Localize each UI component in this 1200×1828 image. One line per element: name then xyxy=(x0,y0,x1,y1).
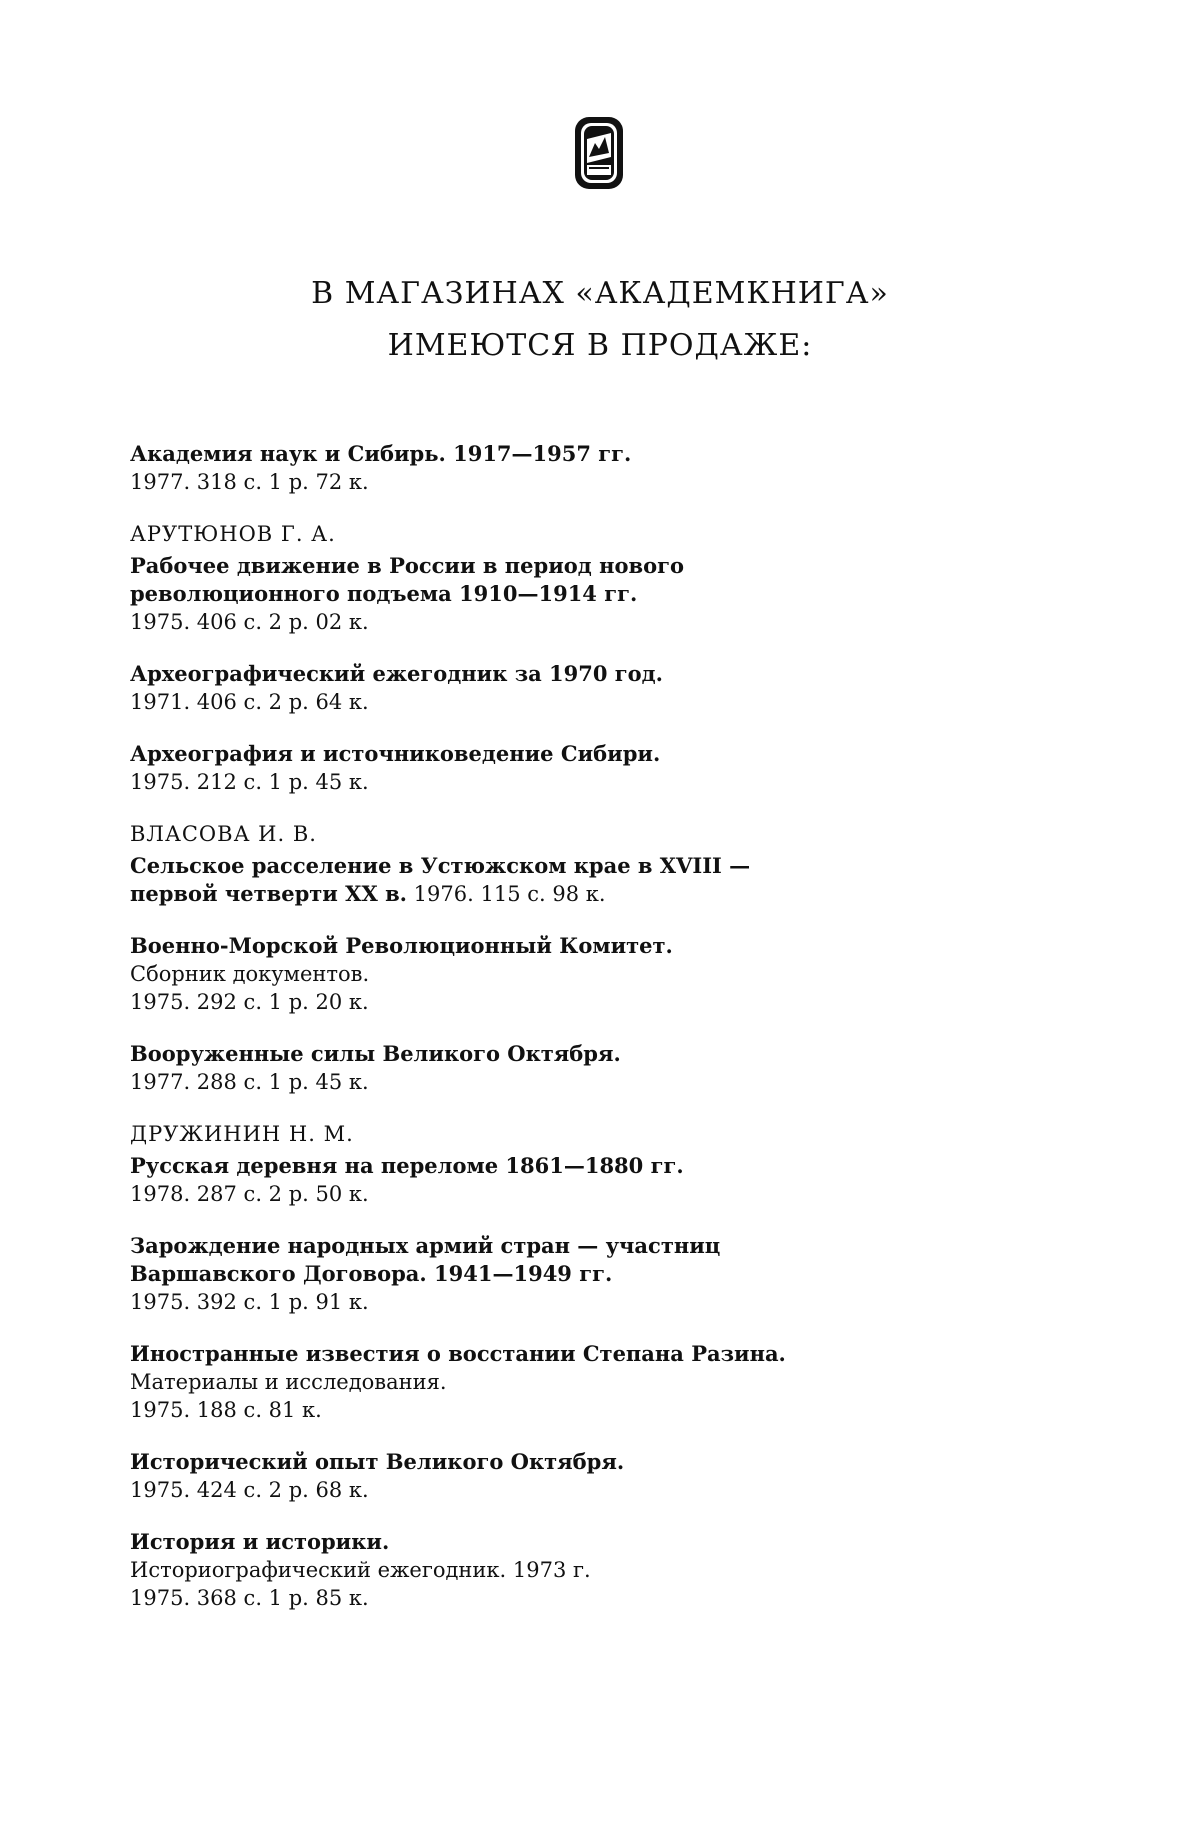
header-line-1: В МАГАЗИНАХ «АКАДЕМКНИГА» xyxy=(311,276,889,311)
book-title: Зарождение народных армий стран — участниц xyxy=(130,1233,721,1258)
book-title: революционного подъема 1910—1914 гг. xyxy=(130,581,638,606)
book-entry xyxy=(130,1040,1090,1096)
publication-info: 1975. 188 с. 81 к. xyxy=(130,1398,322,1422)
book-title: Вооруженные силы Великого Октября. xyxy=(130,1041,621,1066)
catalog-header xyxy=(0,268,1200,372)
author-block xyxy=(130,820,1090,908)
book-title: Археографический ежегодник за 1970 год. xyxy=(130,661,663,686)
book-title: Русская деревня на переломе 1861—1880 гг. xyxy=(130,1153,684,1178)
book-entry xyxy=(130,740,1090,796)
book-entry xyxy=(130,1528,1090,1612)
book-title: Военно-Морской Революционный Комитет. xyxy=(130,933,673,958)
book-title: Сельское расселение в Устюжском крае в XVIII — xyxy=(130,853,751,878)
book-entry xyxy=(130,552,1090,636)
book-author: ВЛАСОВА И. В. xyxy=(130,822,317,846)
publication-info: 1975. 212 с. 1 р. 45 к. xyxy=(130,770,369,794)
publication-info: 1977. 288 с. 1 р. 45 к. xyxy=(130,1070,369,1094)
publication-info: 1975. 368 с. 1 р. 85 к. xyxy=(130,1586,369,1610)
book-entry xyxy=(130,852,1090,908)
publication-info: 1975. 424 с. 2 р. 68 к. xyxy=(130,1478,369,1502)
book-list xyxy=(130,440,1090,1636)
author-block xyxy=(130,1120,1090,1208)
publication-info: 1975. 292 с. 1 р. 20 к. xyxy=(130,990,369,1014)
book-subtitle: Сборник документов. xyxy=(130,962,370,986)
publication-info: 1975. 392 с. 1 р. 91 к. xyxy=(130,1290,369,1314)
book-entry xyxy=(130,932,1090,1016)
book-author: ДРУЖИНИН Н. М. xyxy=(130,1122,354,1146)
book-entry xyxy=(130,660,1090,716)
book-entry xyxy=(130,440,1090,496)
book-title: первой четверти XX в. xyxy=(130,881,407,906)
publication-info: 1977. 318 с. 1 р. 72 к. xyxy=(130,470,369,494)
book-title: Академия наук и Сибирь. 1917—1957 гг. xyxy=(130,441,632,466)
publication-info: 1975. 406 с. 2 р. 02 к. xyxy=(130,610,369,634)
publication-info: 1976. 115 с. 98 к. xyxy=(413,882,606,906)
book-entry xyxy=(130,1232,1090,1316)
publication-info: 1971. 406 с. 2 р. 64 к. xyxy=(130,690,369,714)
book-subtitle: Историографический ежегодник. 1973 г. xyxy=(130,1558,591,1582)
book-author: АРУТЮНОВ Г. А. xyxy=(130,522,336,546)
book-entry xyxy=(130,1340,1090,1424)
header-line-2: ИМЕЮТСЯ В ПРОДАЖЕ: xyxy=(387,328,813,363)
book-title: История и историки. xyxy=(130,1529,390,1554)
book-title: Археография и источниковедение Сибири. xyxy=(130,741,661,766)
book-title: Варшавского Договора. 1941—1949 гг. xyxy=(130,1261,613,1286)
publication-info: 1978. 287 с. 2 р. 50 к. xyxy=(130,1182,369,1206)
book-title: Иностранные известия о восстании Степана Разина. xyxy=(130,1341,786,1366)
author-block xyxy=(130,520,1090,636)
publisher-emblem-icon xyxy=(569,113,629,193)
book-title-line xyxy=(130,880,1090,908)
book-subtitle: Материалы и исследования. xyxy=(130,1370,447,1394)
book-title: Рабочее движение в России в период нового xyxy=(130,553,684,578)
book-title: Исторический опыт Великого Октября. xyxy=(130,1449,625,1474)
book-entry xyxy=(130,1152,1090,1208)
book-entry xyxy=(130,1448,1090,1504)
